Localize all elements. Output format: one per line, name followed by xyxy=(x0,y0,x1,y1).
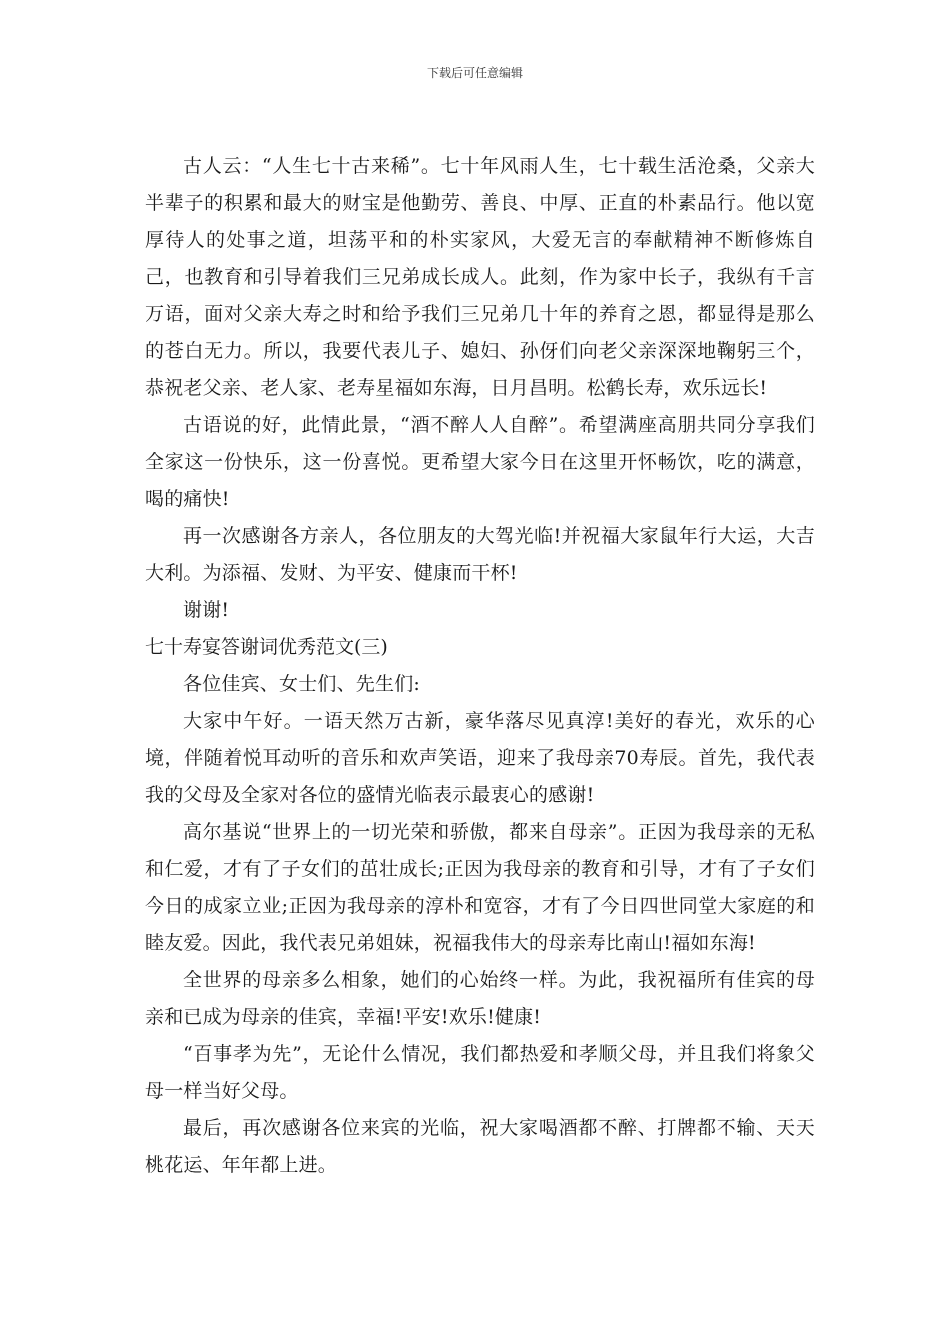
paragraph: 谢谢! xyxy=(183,599,230,621)
paragraph: 最后，再次感谢各位来宾的光临，祝大家喝酒都不醉、打牌都不输、天天桃花运、年年都上进。 xyxy=(145,1117,815,1176)
paragraph: 高尔基说“世界上的一切光荣和骄傲，都来自母亲”。正因为我母亲的无私和仁爱，才有了子女们的茁壮成长;正因为我母亲的教育和引导，才有了子女们今日的成家立业;正因为我母亲的淳朴和宽容，才有了今日四世同堂大家庭的和睦友爱。因此，我代表兄弟姐妹，祝福我伟大的母亲寿比南山!福如东海! xyxy=(145,821,815,954)
salutation: 各位佳宾、女士们、先生们: xyxy=(183,673,421,695)
paragraph: 大家中午好。一语天然万古新，豪华落尽见真淳!美好的春光，欢乐的心境，伴随着悦耳动听的音乐和欢声笑语，迎来了我母亲70寿辰。首先，我代表我的父母及全家对各位的盛情光临表示最衷心的感谢! xyxy=(145,710,815,806)
page-header: 下载后可任意编辑 xyxy=(426,66,523,80)
document-body xyxy=(145,148,815,1184)
paragraph: “百事孝为先”，无论什么情况，我们都热爱和孝顺父母，并且我们将象父母一样当好父母。 xyxy=(145,1043,815,1102)
paragraph: 古人云：“人生七十古来稀”。七十年风雨人生，七十载生活沧桑，父亲大半辈子的积累和最大的财宝是他勤劳、善良、中厚、正直的朴素品行。他以宽厚待人的处事之道，坦荡平和的朴实家风，大爱无言的奉献精神不断修炼自己，也教育和引导着我们三兄弟成长成人。此刻，作为家中长子，我纵有千言万语，面对父亲大寿之时和给予我们三兄弟几十年的养育之恩，都显得是那么的苍白无力。所以，我要代表儿子、媳妇、孙伢们向老父亲深深地鞠躬三个，恭祝老父亲、老人家、老寿星福如东海，日月昌明。松鹤长寿，欢乐远长! xyxy=(145,155,815,399)
paragraph: 再一次感谢各方亲人，各位朋友的大驾光临!并祝福大家鼠年行大运，大吉大利。为添福、发财、为平安、健康而干杯! xyxy=(145,525,815,584)
paragraph: 全世界的母亲多么相象，她们的心始终一样。为此，我祝福所有佳宾的母亲和已成为母亲的佳宾，幸福!平安!欢乐!健康! xyxy=(145,969,815,1028)
paragraph: 古语说的好，此情此景，“酒不醉人人自醉”。希望满座高朋共同分享我们全家这一份快乐，这一份喜悦。更希望大家今日在这里开怀畅饮，吃的满意，喝的痛快! xyxy=(145,414,815,510)
section-heading: 七十寿宴答谢词优秀范文(三) xyxy=(145,636,388,658)
